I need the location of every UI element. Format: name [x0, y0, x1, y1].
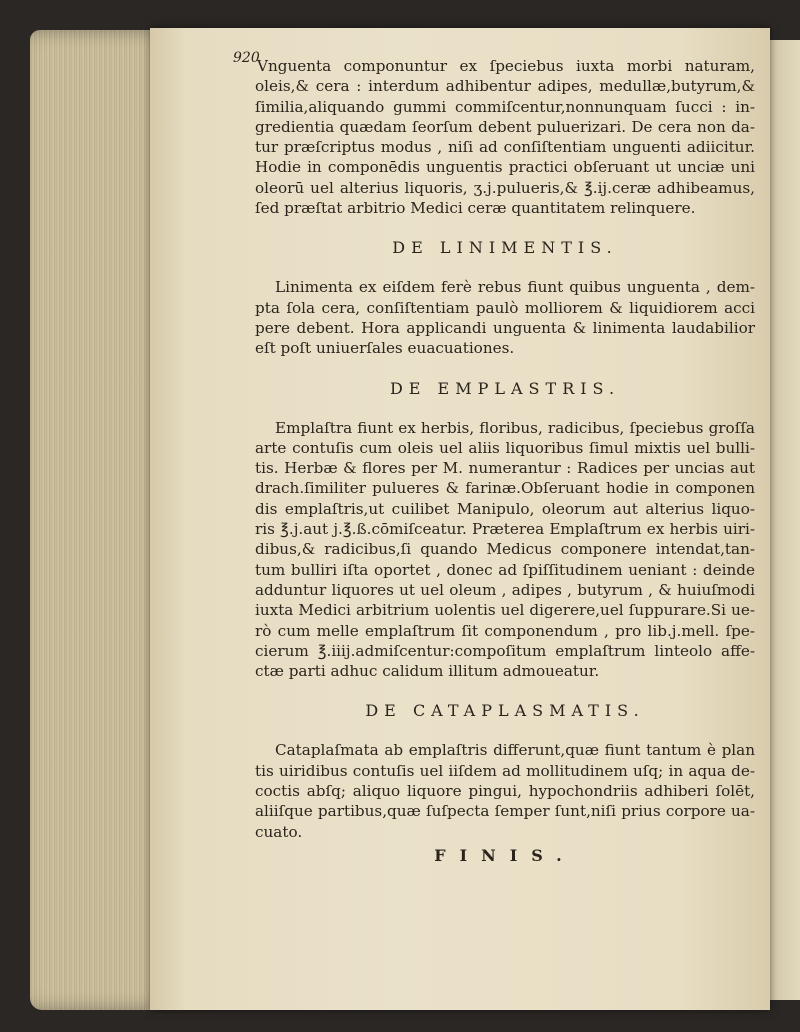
section-linimenta [255, 277, 755, 358]
section-unguenta [255, 56, 755, 218]
text-line: dibus,& radicibus,ſi quando Medicus componere intendat,tan- [255, 540, 755, 559]
text-line: Cataplaſmata ab emplaſtris differunt,quæ fiunt tantum è plan [275, 741, 755, 760]
text-line: pta ſola cera, conſiſtentiam paulò molliorem & liquidiorem acci [255, 298, 755, 317]
text-line: eſt poſt uniuerſales euacuationes. [255, 339, 515, 358]
text-line: cierum ℥.iiij.admiſcentur:compoſitum emplaſtrum linteolo affe- [255, 641, 755, 660]
text-line: tis uiridibus contuſis uel iiſdem ad mollitudinem uſq; in aqua de- [255, 761, 755, 780]
text-line: tum bulliri iſta oportet , donec ad ſpiſſitudinem ueniant : deinde [255, 560, 755, 579]
heading-de-linimentis: DE LINIMENTIS. [392, 238, 618, 258]
text-line: drach.ſimiliter pulueres & farinæ.Obſeruant hodie in componen [255, 479, 755, 498]
text-line: oleorū uel alterius liquoris, ʒ.j.pulueris,& ℥.ij.ceræ adhibeamus, [255, 178, 755, 197]
text-line: Hodie in componēdis unguentis practici obſeruant ut unciæ uni [255, 158, 755, 177]
text-line: Emplaſtra fiunt ex herbis, floribus, radicibus, ſpeciebus groſſa [275, 418, 755, 437]
text-line: ctæ parti adhuc calidum illitum admoueatur. [255, 662, 600, 681]
section-cataplasmata [255, 740, 755, 841]
text-line: Linimenta ex eiſdem ferè rebus fiunt quibus unguenta , dem- [275, 278, 755, 297]
text-line: ſimilia,aliquando gummi commiſcentur,nonnunquam ſucci : in- [255, 97, 755, 116]
text-line: dis emplaſtris,ut cuilibet Manipulo, oleorum aut alterius liquo- [255, 499, 755, 518]
page-number: 920 [233, 50, 260, 66]
text-line: tur præſcriptus modus , niſi ad conſiſtentiam unguenti adiicitur. [255, 138, 755, 157]
text-line: gredientia quædam ſeorſum debent puluerizari. De cera non da- [255, 117, 755, 136]
section-emplastra [255, 418, 755, 682]
text-line: Vnguenta componuntur ex ſpeciebus iuxta morbi naturam, [257, 57, 755, 75]
text-line: ris ℥.j.aut j.℥.ß.cōmiſceatur. Præterea Emplaſtrum ex herbis uiri- [255, 520, 755, 539]
text-line: iuxta Medici arbitrium uolentis uel digerere,uel ſuppurare.Si ue- [255, 601, 755, 620]
text-line: pere debent. Hora applicandi unguenta & linimenta laudabilior [255, 318, 755, 337]
text-line: coctis abſq; aliquo liquore pingui, hypochondriis adhiberi ſolēt, [255, 782, 755, 801]
text-line: rò cum melle emplaſtrum ſit componendum , pro lib.j.mell. ſpe- [255, 621, 755, 640]
heading-de-emplastris: DE EMPLASTRIS. [389, 378, 621, 398]
text-line: tis. Herbæ & flores per M. numerantur : Radices per uncias aut [255, 459, 755, 478]
page-body [255, 48, 755, 865]
heading-de-cataplasmatis: DE CATAPLASMATIS. [365, 701, 645, 721]
text-line: adduntur liquores ut uel oleum , adipes , butyrum , & huiuſmodi [255, 580, 755, 599]
text-line: oleis,& cera : interdum adhibentur adipes, medullæ,butyrum,& [255, 77, 755, 96]
finis-colophon: FINIS. [434, 845, 576, 865]
text-line: ſed præſtat arbitrio Medici ceræ quantitatem relinquere. [255, 199, 696, 218]
text-line: aliiſque partibus,quæ ſuſpecta ſemper ſunt,niſi prius corpore ua- [255, 802, 755, 821]
text-line: cuato. [255, 822, 303, 841]
text-line: arte contuſis cum oleis uel aliis liquoribus ſimul mixtis uel bulli- [255, 438, 755, 457]
